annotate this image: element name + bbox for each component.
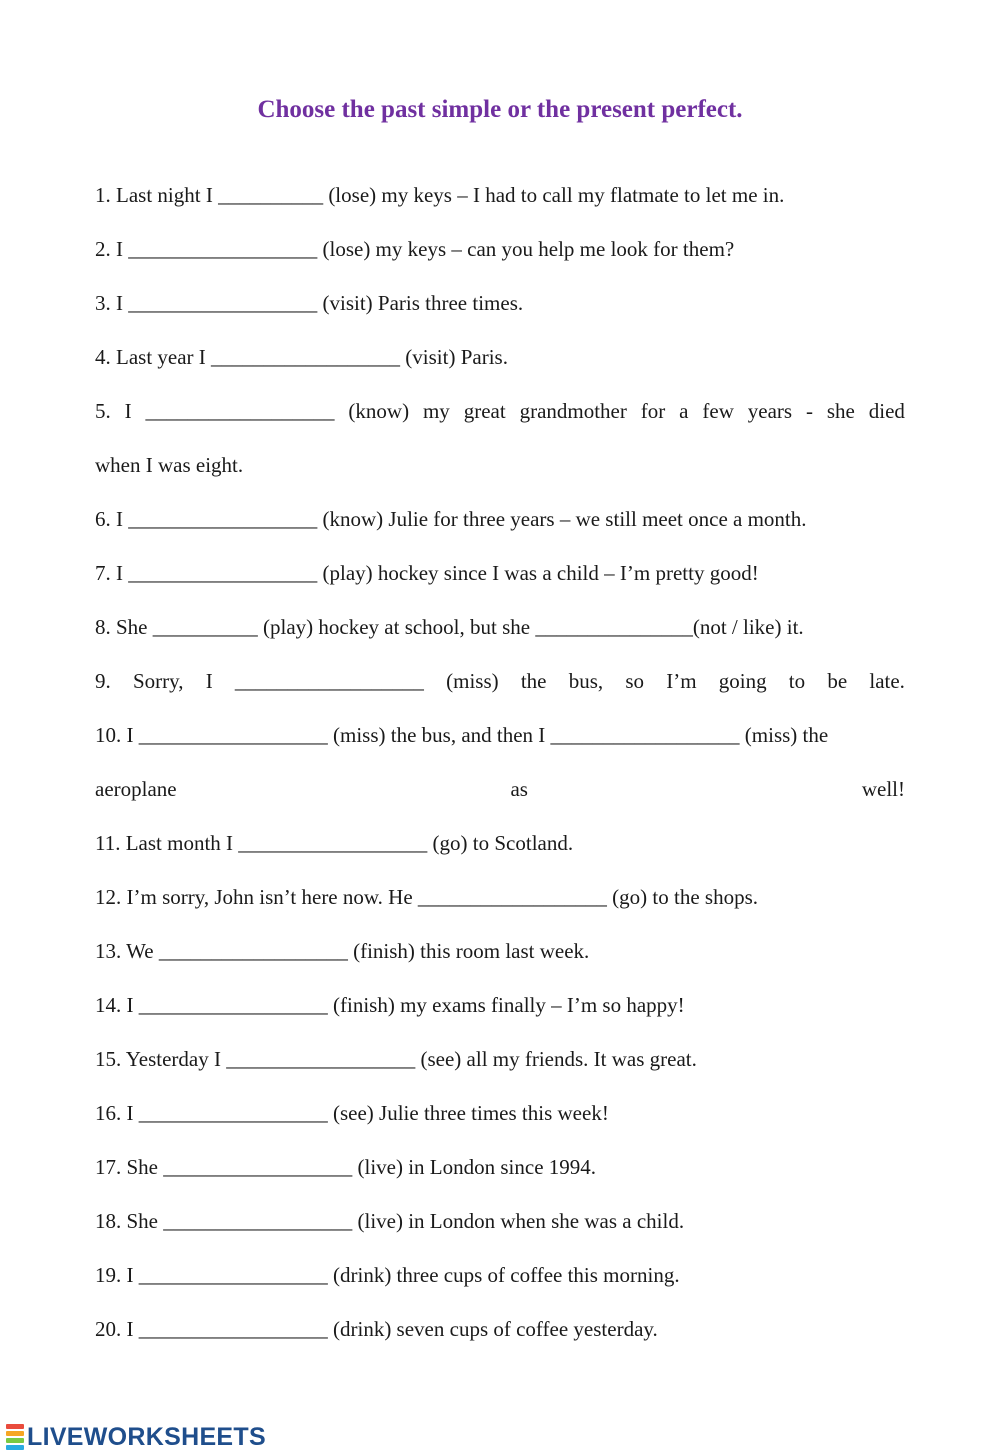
question-line: 18. She __________________ (live) in London when she was a child.	[95, 1209, 685, 1233]
question-line: 17. She __________________ (live) in London since 1994.	[95, 1155, 597, 1179]
question-line: aeroplane as well!	[95, 777, 905, 801]
question-line: 9. Sorry, I __________________ (miss) the bus, so I’m going to be late.	[95, 669, 905, 693]
question-line: 6. I __________________ (know) Julie for three years – we still meet once a month.	[95, 507, 807, 531]
question-line: 15. Yesterday I __________________ (see) all my friends. It was great.	[95, 1047, 697, 1071]
question-line: 8. She __________ (play) hockey at school, but she _______________(not / like) it.	[95, 615, 804, 639]
question-line: 12. I’m sorry, John isn’t here now. He __________________ (go) to the shops.	[95, 885, 758, 909]
question-line: 5. I __________________ (know) my great grandmother for a few years - she died	[95, 399, 905, 423]
question-line: 16. I __________________ (see) Julie three times this week!	[95, 1101, 609, 1125]
logo-text: LIVEWORKSHEETS	[27, 1422, 266, 1451]
question-line: 3. I __________________ (visit) Paris three times.	[95, 291, 524, 315]
question-line: 20. I __________________ (drink) seven cups of coffee yesterday.	[95, 1317, 658, 1341]
question-line: 10. I __________________ (miss) the bus, and then I __________________ (miss) the	[95, 723, 829, 747]
question-line: 1. Last night I __________ (lose) my keys – I had to call my flatmate to let me in.	[95, 183, 785, 207]
question-line: 7. I __________________ (play) hockey since I was a child – I’m pretty good!	[95, 561, 759, 585]
logo-stripes-icon	[6, 1424, 24, 1450]
question-line: 2. I __________________ (lose) my keys – can you help me look for them?	[95, 237, 735, 261]
question-line: 4. Last year I __________________ (visit) Paris.	[95, 345, 508, 369]
question-line: 11. Last month I __________________ (go) to Scotland.	[95, 831, 574, 855]
question-line: when I was eight.	[95, 453, 244, 477]
question-line: 13. We __________________ (finish) this room last week.	[95, 939, 590, 963]
question-line: 14. I __________________ (finish) my exams finally – I’m so happy!	[95, 993, 685, 1017]
liveworksheets-logo	[6, 1422, 266, 1452]
question-line: 19. I __________________ (drink) three cups of coffee this morning.	[95, 1263, 680, 1287]
worksheet-title: Choose the past simple or the present perfect.	[257, 96, 743, 123]
